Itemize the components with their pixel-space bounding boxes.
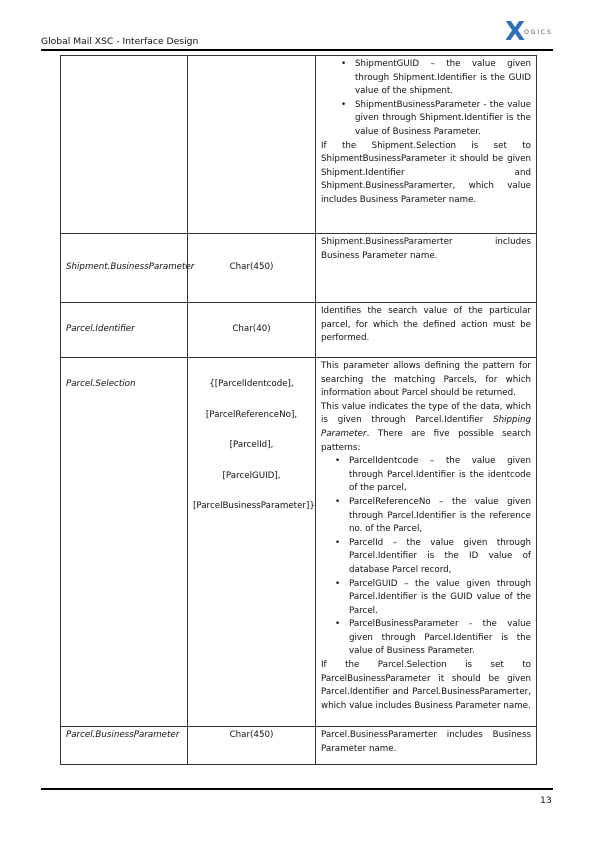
footer-rule xyxy=(41,788,553,790)
list-item: • ParcelGUID – the value given through Parcel.Identifier is the GUID value of the Parcel. xyxy=(335,578,531,619)
table-row xyxy=(61,303,537,358)
type-option: [ParcelReferenceNo], xyxy=(205,409,298,420)
type-option: [ParcelGUID], xyxy=(222,470,281,481)
logo-text: OGICS xyxy=(524,29,553,36)
table-row xyxy=(61,727,537,765)
parameter-name-cell: Parcel.BusinessParameter xyxy=(61,727,188,765)
xlogics-logo xyxy=(505,19,557,49)
list-item: • ParcelReferenceNo – the value given through Parcel.Identifier is the reference no. of the Parcel, xyxy=(335,496,531,537)
description-paragraph xyxy=(321,401,531,455)
parameter-description-cell: Parcel.BusinessParamerter includes Business Parameter name. xyxy=(316,727,537,765)
document-title: Global Mail XSC - Interface Design xyxy=(41,36,199,47)
bullet-list xyxy=(335,455,531,659)
parameter-type-cell xyxy=(188,56,316,234)
parameter-name-cell: Parcel.Selection xyxy=(61,358,188,727)
list-item: • ParcelIdentcode – the value given through Parcel.Identifier is the identcode of the parcel, xyxy=(335,455,531,496)
list-item: • ParcelId – the value given through Parcel.Identifier is the ID value of database Parcel record, xyxy=(335,537,531,578)
parameter-description-cell: Shipment.BusinessParamerter includes Business Parameter name. xyxy=(316,234,537,303)
logo-mark: X xyxy=(505,17,525,47)
list-item: • ParcelBusinessParameter - the value given through Parcel.Identifier is the value of Business Parameter. xyxy=(335,618,531,659)
type-option: [ParcelId], xyxy=(229,440,274,451)
bullet-list xyxy=(341,58,531,140)
parameter-table xyxy=(60,55,537,765)
parameter-type-cell xyxy=(188,358,316,727)
description-text: This value indicates the type of the data, which is given through Parcel.Identifier xyxy=(321,401,531,426)
parameter-description-cell: Identifies the search value of the particular parcel, for which the defined action must be performed. xyxy=(316,303,537,358)
description-text: . There are five possible search patterns: xyxy=(321,428,531,453)
parameter-name-cell: Parcel.Identifier xyxy=(61,303,188,358)
table-row xyxy=(61,234,537,303)
list-item: • ShipmentBusinessParameter - the value given through Shipment.Identifier is the value of Business Parameter. xyxy=(341,99,531,140)
type-option: [ParcelBusinessParameter]} xyxy=(193,501,315,512)
parameter-description-cell xyxy=(316,358,537,727)
parameter-type-cell: Char(450) xyxy=(188,234,316,303)
table-row xyxy=(61,56,537,234)
description-paragraph: If the Shipment.Selection is set to ShipmentBusinessParameter it should be given Shipment.Identifier and Shipment.BusinessParamerter, which value includes Business Parameter name. xyxy=(321,140,531,205)
type-option: {[ParcelIdentcode], xyxy=(209,379,294,389)
header-rule xyxy=(41,49,553,51)
parameter-type-cell: Char(450) xyxy=(188,727,316,765)
parameter-type-cell: Char(40) xyxy=(188,303,316,358)
parameter-name-cell: Shipment.BusinessParameter xyxy=(61,234,188,303)
description-emphasis: Shipping Parameter xyxy=(321,415,531,439)
parameter-description-cell xyxy=(316,56,537,234)
list-item: • ShipmentGUID – the value given through Shipment.Identifier is the GUID value of the shipment. xyxy=(341,58,531,99)
description-paragraph: If the Parcel.Selection is set to ParcelBusinessParameter it should be given Parcel.Identifier and Parcel.BusinessParamerter, which value includes Business Parameter name. xyxy=(321,660,531,711)
description-paragraph: This parameter allows defining the pattern for searching the matching Parcels, for which information about Parcel should be returned. xyxy=(321,361,531,399)
parameter-name-cell xyxy=(61,56,188,234)
page-number: 13 xyxy=(540,795,552,806)
table-row xyxy=(61,358,537,727)
